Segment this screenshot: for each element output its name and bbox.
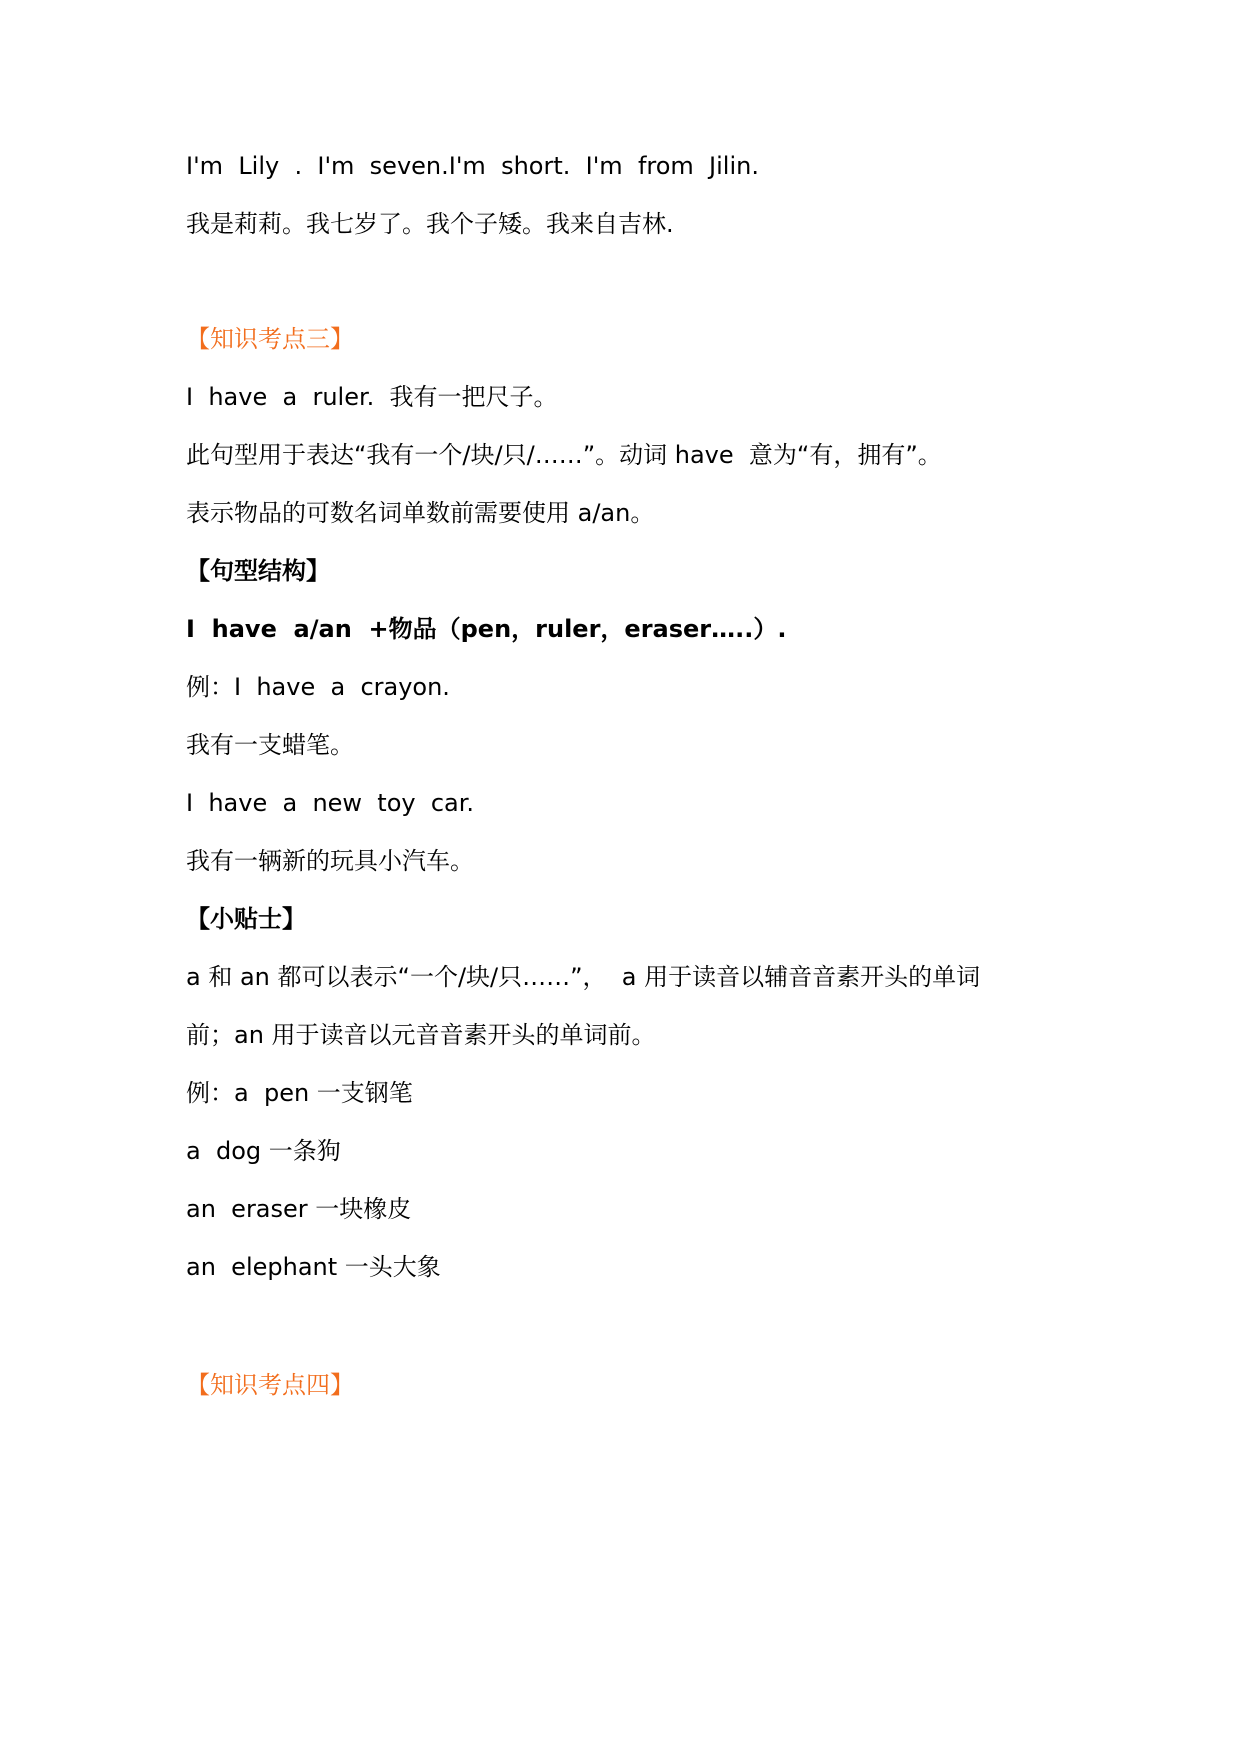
tip-example-4: an elephant 一头大象 — [186, 1253, 441, 1281]
tip-line-1: a 和 an 都可以表示“一个/块/只……”， a 用于读音以辅音音素开头的单词 — [186, 963, 981, 991]
tip-line-2: 前；an 用于读音以元音音素开头的单词前。 — [186, 1021, 656, 1049]
tip-example-2: a dog 一条狗 — [186, 1137, 341, 1165]
tip-example-1: 例：a pen 一支钢笔 — [186, 1079, 413, 1107]
example-1-english: 例：I have a crayon. — [186, 673, 450, 701]
intro-english: I'm Lily . I'm seven.I'm short. I'm from Jilin. — [186, 152, 759, 180]
section-3-sentence: I have a ruler. 我有一把尺子。 — [186, 383, 558, 411]
section-4-heading: 【知识考点四】 — [186, 1371, 354, 1399]
tip-heading: 【小贴士】 — [186, 905, 306, 933]
section-3-note-2: 表示物品的可数名词单数前需要使用 a/an。 — [186, 499, 655, 527]
structure-formula: I have a/an +物品（pen，ruler，eraser…..）. — [186, 615, 787, 643]
tip-example-3: an eraser 一块橡皮 — [186, 1195, 412, 1223]
example-2-english: I have a new toy car. — [186, 789, 475, 817]
example-1-chinese: 我有一支蜡笔。 — [186, 731, 354, 759]
structure-heading: 【句型结构】 — [186, 557, 330, 585]
section-3-heading: 【知识考点三】 — [186, 325, 354, 353]
example-2-chinese: 我有一辆新的玩具小汽车。 — [186, 847, 474, 875]
intro-chinese: 我是莉莉。我七岁了。我个子矮。我来自吉林. — [186, 210, 674, 238]
section-3-note-1: 此句型用于表达“我有一个/块/只/……”。动词 have 意为“有，拥有”。 — [186, 441, 942, 469]
